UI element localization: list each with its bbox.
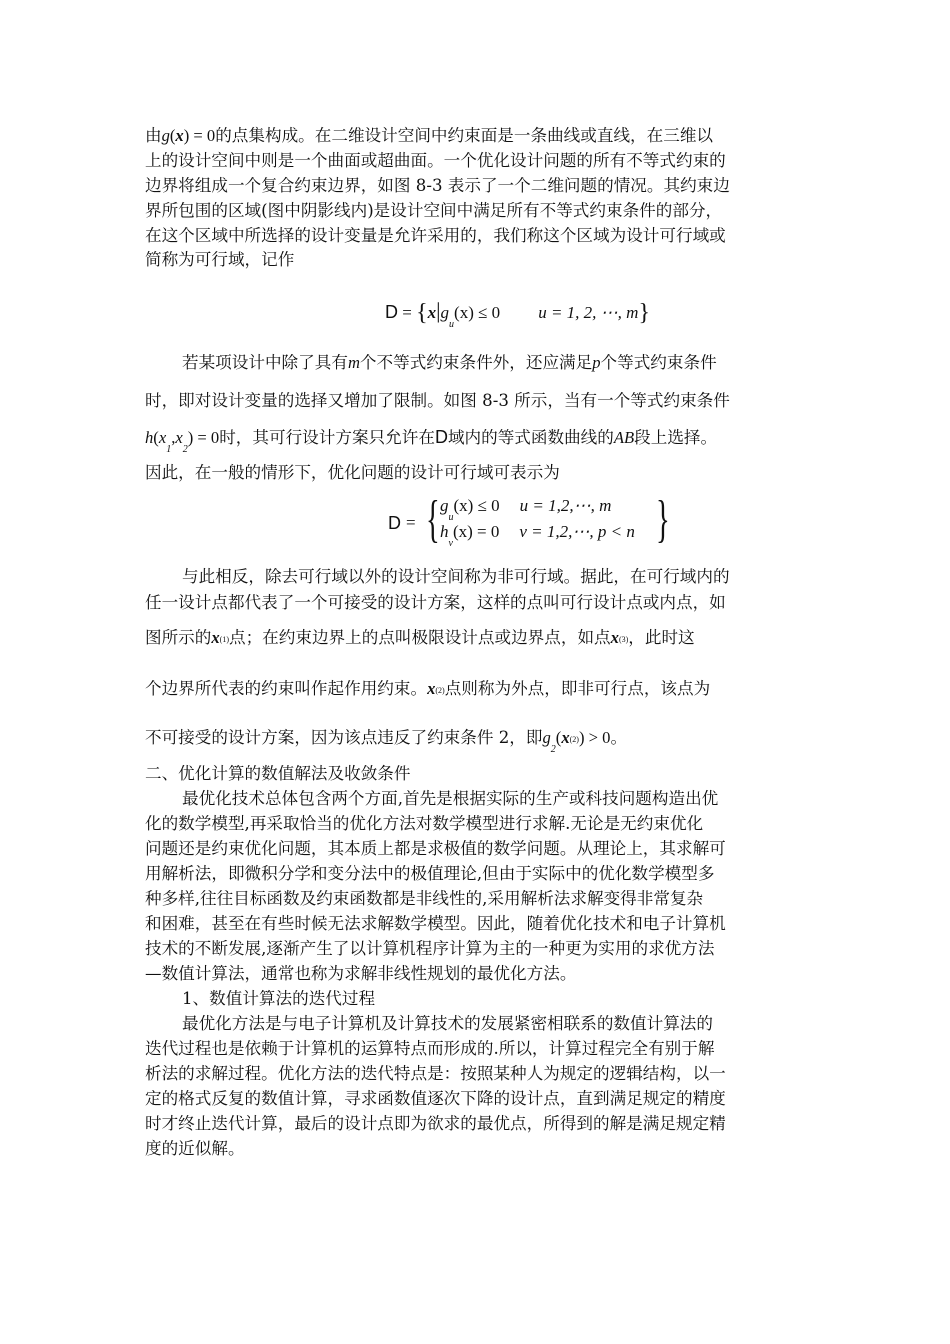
text-line: 若某项设计中除了具有m个不等式约束条件外，还应满足p个等式约束条件 [182,353,717,372]
text-line: 用解析法，即微积分学和变分法中的极值理论,但由于实际中的优化数学模型多 [145,864,715,883]
inline-formula: $g_2(x(2)) > 0$ [542,728,611,755]
text-line: 时，即对设计变量的选择又增加了限制。如图 8-3 所示，当有一个等式约束条件 [145,391,730,410]
text-line [145,124,825,148]
text-line: 和困难，甚至在有些时候无法求解数学模型。因此，随着优化技术和电子计算机 [145,914,726,933]
text-line: 技术的不断发展,逐渐产生了以计算机程序计算为主的一种更为实用的求优方法 [145,939,715,958]
text-line: 化的数学模型,再采取恰当的优化方法对数学模型进行求解.无论是无约束优化 [145,814,704,833]
text-line: —数值计算法，通常也称为求解非线性规划的最优化方法。 [145,964,577,983]
text-line: 不可接受的设计方案，因为该点违反了约束条件 2，即$g_2(x(2)) > 0$。 [145,728,628,755]
text-line: 问题还是约束优化问题，其本质上都是求极值的数学问题。从理论上，其求解可 [145,839,726,858]
text-line: 在这个区域中所选择的设计变量是允许采用的，我们称这个区域为设计可行域或 [145,226,726,245]
feasible-region-formula: $D = \{x|g_u(x) \le 0$ u = 1, 2, ⋯, m} [385,298,650,330]
text-fragment: 由 [145,126,162,145]
text-line: 图所示的x(1)点；在约束边界上的点叫极限设计点或边界点，如点x(3)，此时这 [145,628,695,647]
text-line: $h(x_1,x_2) = 0$时，其可行设计方案只允许在D域内的等式函数曲线的AB段上选择。 [145,427,718,455]
text-line: 时才终止迭代计算，最后的设计点即为欲求的最优点，所得到的解是满足规定精 [145,1114,726,1133]
text-line: 最优化技术总体包含两个方面,首先是根据实际的生产或科技问题构造出优 [182,789,719,808]
text-line: 因此，在一般的情形下，优化问题的设计可行域可表示为 [145,463,560,482]
text-fragment: 的点集构成。在二维设计空间中约束面是一条曲线或直线，在三维以 [215,126,714,145]
subsection-heading: 1、数值计算法的迭代过程 [182,989,376,1008]
text-line: 度的近似解。 [145,1139,245,1158]
text-line: 个边界所代表的约束叫作起作用约束。x(2)点则称为外点，即非可行点，该点为 [145,679,711,698]
text-line: 简称为可行域，记作 [145,250,295,269]
text-line: 与此相反，除去可行域以外的设计空间称为非可行域。据此，在可行域内的 [182,567,730,586]
text-line: 迭代过程也是依赖于计算机的运算特点而形成的.所以，计算过程完全有别于解 [145,1039,715,1058]
text-line: 定的格式反复的数值计算，寻求函数值逐次下降的设计点，直到满足规定的精度 [145,1089,726,1108]
inline-formula: $h(x_1,x_2) = 0$ [145,428,220,455]
text-line: 上的设计空间中则是一个曲面或超曲面。一个优化设计问题的所有不等式约束的 [145,151,726,170]
text-line: 最优化方法是与电子计算机及计算技术的发展紧密相联系的数值计算法的 [182,1014,713,1033]
inline-formula: g(x) = 0 [161,126,216,145]
text-line: 种多样,往往目标函数及约束函数都是非线性的,采用解析法求解变得非常复杂 [145,889,704,908]
text-line: 界所包围的区域(图中阴影线内)是设计空间中满足所有不等式约束条件的部分， [145,201,723,220]
text-line: 边界将组成一个复合约束边界，如图 8-3 表示了一个二维问题的情况。其约束边 [145,176,730,195]
text-line: 任一设计点都代表了一个可接受的设计方案，这样的点叫可行设计点或内点，如 [145,593,726,612]
section-heading: 二、优化计算的数值解法及收敛条件 [145,764,411,783]
text-line: 析法的求解过程。优化方法的迭代特点是：按照某种人为规定的逻辑结构，以一 [145,1064,726,1083]
